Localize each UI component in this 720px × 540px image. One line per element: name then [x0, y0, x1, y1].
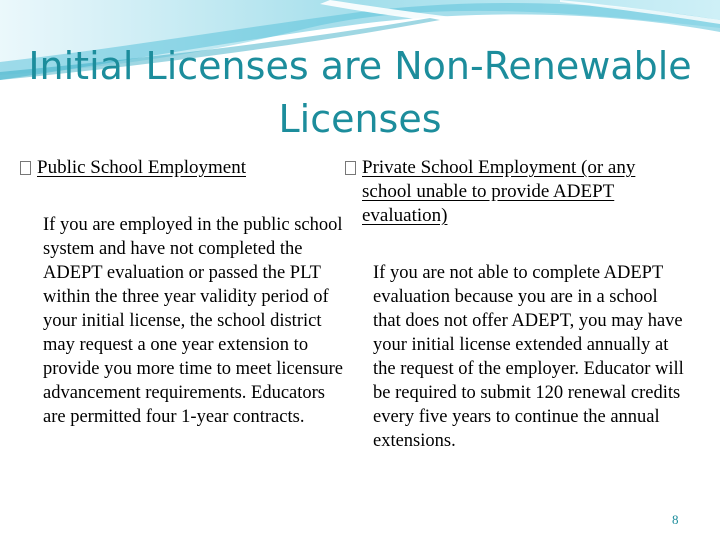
left-heading: [37, 156, 351, 180]
page-number: 8: [672, 512, 679, 527]
left-heading-text: Public School Employment: [37, 157, 246, 178]
right-heading-text: Private School Employment (or any school unable to provide ADEPT evaluation): [362, 157, 636, 226]
left-column: [37, 156, 351, 429]
right-heading: [362, 156, 685, 228]
right-body-text: If you are not able to complete ADEPT evaluation because you are in a school that does not offer ADEPT, you may have your initial license extended annually at the request of the employer. Educator will be required to submit 120 renewal credits every five years to continue the annual extensions.: [373, 263, 684, 451]
slide-title: Initial Licenses are Non-Renewable Licenses: [28, 44, 692, 141]
right-column: [362, 156, 685, 453]
checkbox-bullet-icon: [20, 161, 31, 175]
checkbox-bullet-icon: [345, 161, 356, 175]
left-body-text: If you are employed in the public school system and have not completed the ADEPT evaluation or passed the PLT within the three year validity period of your initial license, the school district may request a one year extension to provide you more time to meet licensure advancement requirements. Educators are permitted four 1-year contracts.: [43, 215, 344, 427]
